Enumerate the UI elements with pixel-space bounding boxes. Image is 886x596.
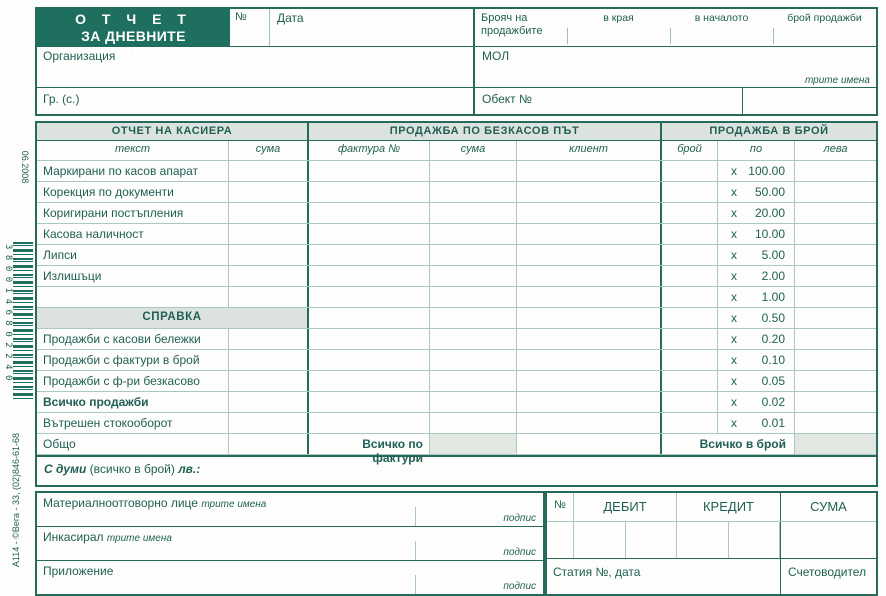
daily-sales-report-form	[35, 7, 878, 596]
count-cell[interactable]	[660, 392, 718, 412]
form-footer	[35, 491, 878, 596]
counter-end-field[interactable]	[567, 9, 670, 46]
client-cell[interactable]	[517, 371, 660, 391]
count-cell[interactable]	[660, 350, 718, 370]
denomination-value: 0.10	[761, 353, 785, 367]
denomination-cell	[718, 308, 795, 328]
table-row-document-corrections	[37, 182, 876, 203]
section-cash-sales: ПРОДАЖБА В БРОЙ	[660, 123, 876, 140]
client-cell[interactable]	[517, 392, 660, 412]
leva-cell[interactable]	[795, 329, 876, 349]
denomination-value: 5.00	[761, 248, 785, 262]
denomination-cell	[718, 245, 795, 265]
row-label: Продажби с касови бележки	[37, 329, 229, 349]
denomination-value: 0.50	[761, 311, 785, 325]
row-label: Маркирани по касов апарат	[37, 161, 229, 181]
client-cell[interactable]	[517, 329, 660, 349]
invoice-cell[interactable]	[307, 161, 430, 181]
barcode-digits: 3800146802240	[3, 244, 13, 386]
row-label: Липси	[37, 245, 229, 265]
denomination-value: 0.02	[761, 395, 785, 409]
total-cash-label: Всичко в брой	[660, 434, 795, 454]
invoice-cell[interactable]	[307, 287, 430, 307]
count-cell[interactable]	[660, 161, 718, 181]
count-cell[interactable]	[660, 308, 718, 328]
row-label: Коригирани постъпления	[37, 203, 229, 223]
table-row-corrected-receipts	[37, 203, 876, 224]
col-count: брой	[660, 141, 718, 160]
table-row-sales-invoices-cash	[37, 350, 876, 371]
publisher-imprint: А114 - ©Вега - 33, (02)846-61-68	[11, 432, 21, 568]
client-cell[interactable]	[517, 245, 660, 265]
invoice-cell[interactable]	[307, 308, 430, 328]
col-leva: лева	[823, 143, 848, 155]
row-label: Касова наличност	[37, 224, 229, 244]
denomination-cell	[718, 392, 795, 412]
signatures-block	[35, 491, 545, 596]
col-amount2: сума	[430, 141, 517, 160]
amount2-cell[interactable]	[430, 413, 517, 433]
amount-cell[interactable]	[229, 413, 307, 433]
accounting-footer-row	[547, 558, 876, 594]
multiply-sign: x	[731, 269, 737, 283]
multiply-sign: x	[731, 416, 737, 430]
account-no-cell[interactable]	[547, 522, 574, 558]
signature-divider	[415, 507, 416, 526]
leva-cell[interactable]	[795, 350, 876, 370]
table-row-total-sales	[37, 392, 876, 413]
table-row-sales-invoices-cashless	[37, 371, 876, 392]
accounting-entry-row	[547, 521, 876, 558]
attachment-label: Приложение	[43, 564, 114, 578]
three-names-hint: трите имена	[804, 75, 870, 86]
denomination-cell	[718, 371, 795, 391]
three-names-hint: трите имена	[201, 499, 267, 510]
leva-cell[interactable]	[795, 413, 876, 433]
amount-cell[interactable]	[229, 245, 307, 265]
counter-start-field[interactable]	[670, 9, 773, 46]
reference-section-header: СПРАВКА	[37, 308, 307, 328]
amount2-cell[interactable]	[430, 308, 517, 328]
table-row-cash-on-hand	[37, 224, 876, 245]
site-number-field[interactable]	[473, 88, 743, 114]
row-label: Продажби с ф-ри безкасово	[37, 371, 229, 391]
amount-cell[interactable]	[229, 350, 307, 370]
amount-cell[interactable]	[229, 266, 307, 286]
multiply-sign: x	[731, 227, 737, 241]
count-cell[interactable]	[660, 413, 718, 433]
edition-date: 06.2008	[20, 150, 30, 184]
amount-cell[interactable]	[229, 203, 307, 223]
sales-counter-label: Брояч на продажбите	[481, 12, 543, 37]
multiply-sign: x	[731, 332, 737, 346]
client-cell[interactable]	[517, 203, 660, 223]
denomination-value: 0.01	[761, 416, 785, 430]
amount2-cell[interactable]	[430, 371, 517, 391]
leva-cell[interactable]	[795, 371, 876, 391]
responsible-person-label: Материалноотговорно лице	[43, 496, 198, 510]
invoice-cell[interactable]	[307, 245, 430, 265]
client-cell[interactable]	[517, 308, 660, 328]
form-title-line1: О Т Ч Е Т	[75, 11, 192, 27]
row-label: Всичко продажби	[37, 392, 229, 412]
credit-cell-2[interactable]	[729, 522, 781, 558]
multiply-sign: x	[731, 374, 737, 388]
sales-table	[35, 121, 878, 487]
leva-cell[interactable]	[795, 203, 876, 223]
invoice-cell[interactable]	[307, 371, 430, 391]
accountant-label: Счетоводител	[788, 565, 867, 579]
sum-cell[interactable]	[780, 522, 876, 558]
accounting-header-row	[547, 493, 876, 521]
denomination-value: 1.00	[761, 290, 785, 304]
attachment-field[interactable]	[37, 560, 543, 594]
denomination-cell	[718, 413, 795, 433]
leva-cell[interactable]	[795, 182, 876, 202]
client-cell[interactable]	[517, 434, 660, 454]
table-row-grand-total	[37, 434, 876, 465]
client-cell[interactable]	[517, 161, 660, 181]
leva-cell[interactable]	[795, 266, 876, 286]
client-cell[interactable]	[517, 182, 660, 202]
denomination-cell	[718, 329, 795, 349]
organization-field[interactable]	[37, 47, 473, 87]
barcode	[0, 242, 33, 402]
row-label: Вътрешен стокооборот	[37, 413, 229, 433]
leva-cell[interactable]	[795, 308, 876, 328]
multiply-sign: x	[731, 185, 737, 199]
denomination-value: 50.00	[754, 185, 785, 199]
amount2-cell[interactable]	[430, 224, 517, 244]
denomination-cell	[718, 350, 795, 370]
counter-sales-label: брой продажби	[787, 12, 862, 24]
signature-label: подпис	[503, 513, 536, 524]
site-extra-field[interactable]	[743, 88, 876, 114]
col-text: текст	[37, 141, 229, 160]
debit-cell-2[interactable]	[626, 522, 678, 558]
site-number-label: Обект №	[482, 92, 532, 106]
denomination-cell	[718, 182, 795, 202]
mol-field[interactable]	[473, 47, 876, 87]
table-row-shortages	[37, 245, 876, 266]
invoice-cell[interactable]	[307, 182, 430, 202]
leva-cell[interactable]	[795, 245, 876, 265]
denomination-cell	[718, 161, 795, 181]
amount2-cell[interactable]	[430, 182, 517, 202]
client-cell[interactable]	[517, 350, 660, 370]
denomination-value: 0.05	[761, 374, 785, 388]
accountant-signature-field[interactable]	[780, 559, 876, 594]
total-invoices-cell[interactable]	[430, 434, 517, 454]
invoice-cell[interactable]	[307, 203, 430, 223]
invoice-cell[interactable]	[307, 224, 430, 244]
denomination-cell	[718, 266, 795, 286]
signature-divider	[415, 575, 416, 594]
in-words-currency: лв.:	[178, 462, 201, 476]
multiply-sign: x	[731, 353, 737, 367]
in-words-label: С думи	[44, 462, 87, 476]
signature-label: подпис	[503, 547, 536, 558]
barcode-bars	[13, 242, 33, 402]
invoice-cell[interactable]	[307, 413, 430, 433]
date-field[interactable]	[270, 9, 473, 46]
date-label: Дата	[277, 11, 304, 25]
sales-counter-section	[473, 9, 876, 46]
entry-number-date-label: Статия №, дата	[553, 565, 641, 579]
row-label	[37, 287, 229, 307]
signature-label: подпис	[503, 581, 536, 592]
client-cell[interactable]	[517, 413, 660, 433]
table-row-marked-cash-register	[37, 161, 876, 182]
in-words-note: (всичко в брой)	[86, 462, 179, 476]
header-row-2	[37, 46, 876, 87]
leva-cell[interactable]	[795, 224, 876, 244]
organization-label: Организация	[43, 49, 116, 63]
total-label: Общо	[37, 434, 229, 454]
amount2-cell[interactable]	[430, 203, 517, 223]
city-field[interactable]	[37, 88, 473, 114]
collector-label: Инкасирал	[43, 530, 104, 544]
table-row-surpluses	[37, 266, 876, 287]
entry-number-date-field[interactable]	[547, 559, 780, 594]
counter-end-label: в края	[603, 12, 634, 24]
table-row-reference-header	[37, 308, 876, 329]
client-cell[interactable]	[517, 287, 660, 307]
count-cell[interactable]	[660, 182, 718, 202]
debit-cell-1[interactable]	[574, 522, 626, 558]
mol-label: МОЛ	[482, 49, 510, 63]
count-cell[interactable]	[660, 371, 718, 391]
count-cell[interactable]	[660, 287, 718, 307]
sum-header: СУМА	[780, 493, 876, 521]
count-cell[interactable]	[660, 266, 718, 286]
denomination-cell	[718, 203, 795, 223]
table-row-sales-with-receipts	[37, 329, 876, 350]
denomination-cell	[718, 224, 795, 244]
form-header-block	[35, 7, 878, 116]
total-invoices-label: Всичко по фактури	[307, 434, 430, 454]
table-column-headers	[37, 141, 876, 161]
amount-cell[interactable]	[229, 329, 307, 349]
credit-cell-1[interactable]	[677, 522, 729, 558]
invoice-cell[interactable]	[307, 329, 430, 349]
amount-in-words-field[interactable]	[37, 455, 876, 485]
amount-cell[interactable]	[229, 392, 307, 412]
leva-cell[interactable]	[795, 287, 876, 307]
table-row-blank	[37, 287, 876, 308]
amount2-cell[interactable]	[430, 266, 517, 286]
count-cell[interactable]	[660, 224, 718, 244]
amount-cell[interactable]	[229, 224, 307, 244]
amount2-cell[interactable]	[430, 161, 517, 181]
client-cell[interactable]	[517, 224, 660, 244]
three-names-hint: трите имена	[106, 533, 172, 544]
row-label: Излишъци	[37, 266, 229, 286]
denomination-value: 100.00	[748, 164, 785, 178]
form-title-line2: ЗА ДНЕВНИТЕ ПРОДАЖБИ	[81, 28, 186, 60]
signature-divider	[415, 541, 416, 560]
credit-header: КРЕДИТ	[702, 499, 754, 514]
amount-cell[interactable]	[229, 182, 307, 202]
debit-header: ДЕБИТ	[574, 493, 677, 521]
col-by: по	[718, 141, 795, 160]
multiply-sign: x	[731, 248, 737, 262]
amount-cell[interactable]	[229, 434, 307, 454]
denomination-value: 0.20	[761, 332, 785, 346]
amount-cell[interactable]	[229, 161, 307, 181]
leva-cell[interactable]	[795, 392, 876, 412]
count-cell[interactable]	[660, 203, 718, 223]
amount2-cell[interactable]	[430, 287, 517, 307]
total-cash-cell[interactable]	[795, 434, 876, 454]
section-cashless-sales: ПРОДАЖБА ПО БЕЗКАСОВ ПЪТ	[307, 123, 660, 140]
leva-cell[interactable]	[795, 161, 876, 181]
multiply-sign: x	[731, 311, 737, 325]
denomination-value: 10.00	[754, 227, 785, 241]
denomination-value: 20.00	[754, 206, 785, 220]
row-label: Продажби с фактури в брой	[37, 350, 229, 370]
city-label: Гр. (с.)	[43, 92, 80, 106]
amount2-cell[interactable]	[430, 350, 517, 370]
multiply-sign: x	[731, 290, 737, 304]
responsible-person-field[interactable]	[37, 493, 543, 526]
denomination-cell	[718, 287, 795, 307]
row-label: Корекция по документи	[37, 182, 229, 202]
col-invoice: фактура №	[307, 141, 430, 160]
client-cell[interactable]	[517, 266, 660, 286]
table-section-band	[37, 123, 876, 141]
document-number-label: №	[235, 11, 247, 23]
amount2-cell[interactable]	[430, 392, 517, 412]
document-number-field[interactable]	[230, 9, 270, 46]
counter-start-label: в началото	[694, 12, 749, 24]
amount2-cell[interactable]	[430, 329, 517, 349]
account-no-header: №	[547, 493, 574, 521]
denomination-value: 2.00	[761, 269, 785, 283]
invoice-cell[interactable]	[307, 350, 430, 370]
amount2-cell[interactable]	[430, 245, 517, 265]
multiply-sign: x	[731, 164, 737, 178]
table-row-internal-turnover	[37, 413, 876, 434]
counter-sales-field[interactable]	[773, 9, 876, 46]
accounting-block	[545, 491, 878, 596]
col-amount: сума	[255, 143, 281, 155]
count-cell[interactable]	[660, 329, 718, 349]
multiply-sign: x	[731, 206, 737, 220]
collector-field[interactable]	[37, 526, 543, 560]
invoice-cell[interactable]	[307, 266, 430, 286]
count-cell[interactable]	[660, 245, 718, 265]
multiply-sign: x	[731, 395, 737, 409]
header-row-3	[37, 87, 876, 114]
section-cashier-report: ОТЧЕТ НА КАСИЕРА	[111, 125, 233, 137]
invoice-cell[interactable]	[307, 392, 430, 412]
amount-cell[interactable]	[229, 287, 307, 307]
amount-cell[interactable]	[229, 371, 307, 391]
col-client: клиент	[569, 143, 608, 155]
